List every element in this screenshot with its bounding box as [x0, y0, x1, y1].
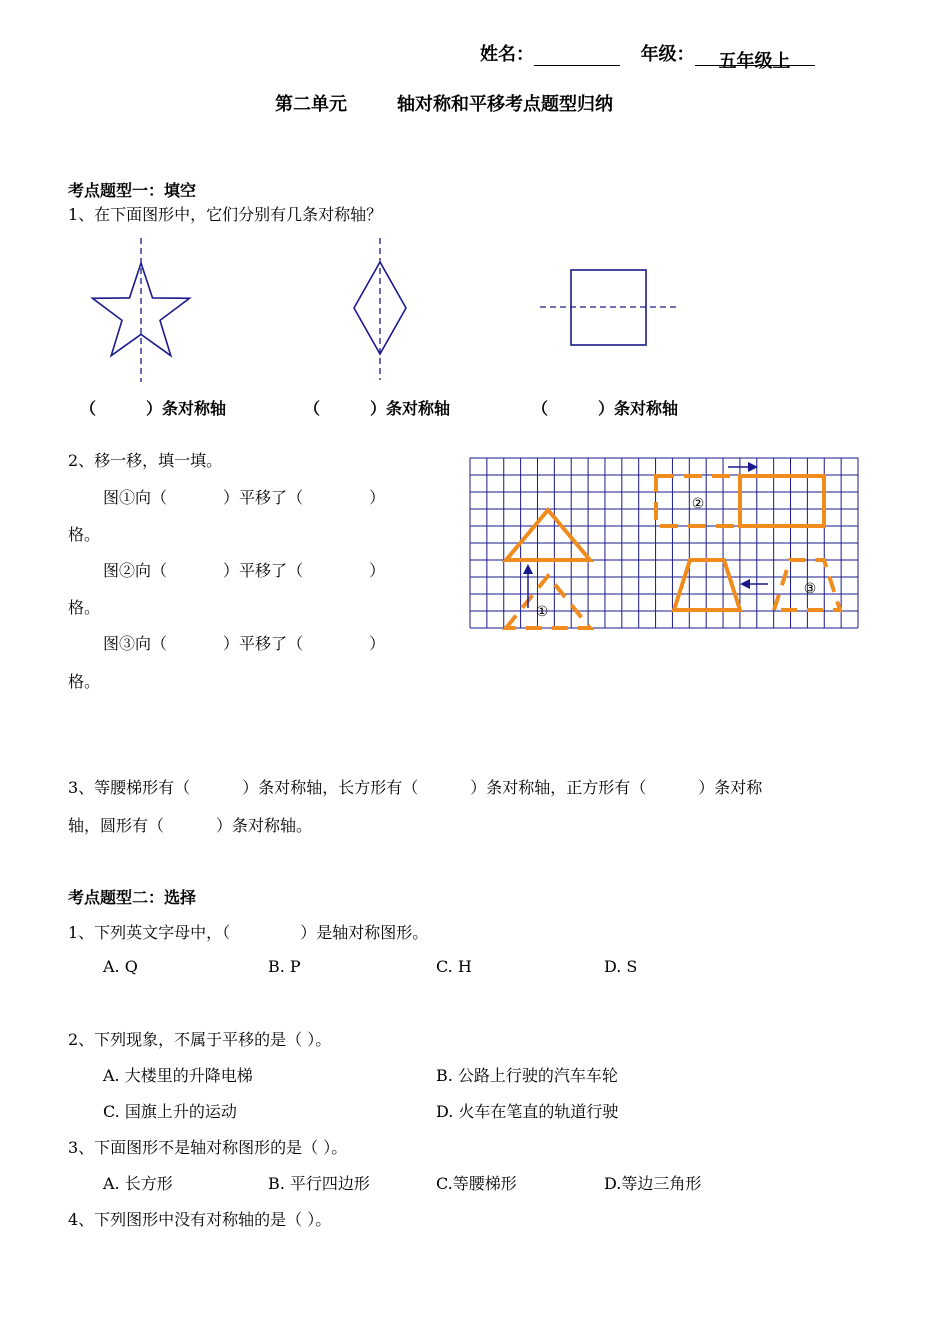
q1-answer-2: （ ）条对称轴	[304, 399, 451, 418]
figure1-arrowhead	[523, 564, 533, 574]
s2-q1-option-b[interactable]: B. P	[268, 957, 301, 976]
figure1-label: ①	[535, 604, 549, 620]
section2-q1-text: 1、下列英文字母中，（ ）是轴对称图形。	[68, 923, 429, 942]
translation-grid	[470, 458, 860, 630]
s2-q1-option-c[interactable]: C. H	[436, 957, 472, 976]
figure3-arrowhead	[740, 579, 750, 589]
figure1-solid-triangle	[506, 510, 590, 560]
grade-label: 年级：	[640, 44, 695, 65]
q2-row-1-end: 格。	[68, 525, 101, 544]
q1-answer-3: （ ）条对称轴	[532, 399, 679, 418]
section2-q4-text: 4、下列图形中没有对称轴的是（ ）。	[68, 1210, 332, 1229]
section1-q2-text: 2、移一移，填一填。	[68, 451, 223, 470]
figure3-label: ③	[803, 581, 817, 597]
s2-q3-option-c[interactable]: C.等腰梯形	[436, 1174, 517, 1193]
s2-q3-option-b[interactable]: B. 平行四边形	[268, 1174, 370, 1193]
section1-heading: 考点题型一：填空	[68, 181, 197, 200]
rhombus-shape	[354, 262, 406, 354]
q2-row-3-end: 格。	[68, 672, 101, 691]
figure1-dashed-triangle	[506, 576, 590, 628]
header-name	[480, 40, 815, 72]
q2-row-1: 图①向（ ）平移了（ ）	[103, 488, 386, 507]
section2-q2-text: 2、下列现象，不属于平移的是（ ）。	[68, 1030, 332, 1049]
section1-q3-line2: 轴，圆形有（ ）条对称轴。	[68, 816, 313, 835]
title-unit: 第二单元	[275, 94, 347, 115]
s2-q1-option-a[interactable]: A. Q	[103, 957, 138, 976]
section1-q1-text: 1、在下面图形中，它们分别有几条对称轴？	[68, 205, 383, 224]
section1-q3-line1: 3、等腰梯形有（ ）条对称轴，长方形有（ ）条对称轴，正方形有（ ）条对称	[68, 778, 763, 797]
figure3-solid-trapezoid	[674, 560, 740, 610]
s2-q2-option-c[interactable]: C. 国旗上升的运动	[103, 1102, 237, 1121]
page-title	[275, 90, 613, 116]
s2-q1-option-d[interactable]: D. S	[604, 957, 638, 976]
section2-heading: 考点题型二：选择	[68, 888, 197, 907]
q2-row-2: 图②向（ ）平移了（ ）	[103, 561, 386, 580]
star-shape	[93, 263, 190, 356]
q1-answer-1: （ ）条对称轴	[80, 399, 227, 418]
figure2-label: ②	[691, 496, 705, 512]
q2-row-3: 图③向（ ）平移了（ ）	[103, 634, 386, 653]
figure2-solid-rect	[740, 476, 824, 526]
name-label: 姓名：	[480, 44, 534, 65]
s2-q3-option-d[interactable]: D.等边三角形	[604, 1174, 702, 1193]
section2-q3-text: 3、下面图形不是轴对称图形的是（ ）。	[68, 1138, 348, 1157]
name-field[interactable]	[534, 47, 620, 66]
title-topic: 轴对称和平移考点题型归纳	[397, 94, 613, 115]
square-shape	[571, 270, 646, 345]
s2-q3-option-a[interactable]: A. 长方形	[103, 1174, 173, 1193]
grade-field[interactable]: 五年级上	[695, 47, 815, 66]
s2-q2-option-d[interactable]: D. 火车在笔直的轨道行驶	[436, 1102, 619, 1121]
s2-q2-option-a[interactable]: A. 大楼里的升降电梯	[103, 1066, 253, 1085]
q2-row-2-end: 格。	[68, 598, 101, 617]
s2-q2-option-b[interactable]: B. 公路上行驶的汽车车轮	[436, 1066, 618, 1085]
